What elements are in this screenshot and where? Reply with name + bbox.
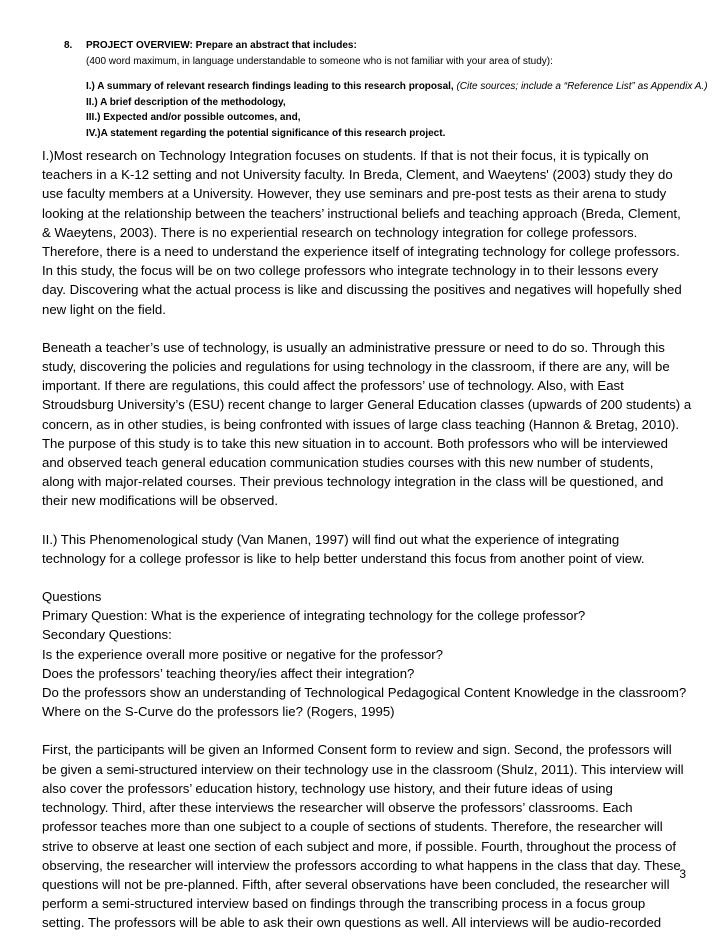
text-line: teachers in a K-12 setting and not University faculty. In Breda, Clement, and Waeytens' (2003) study they do: [42, 167, 673, 183]
requirement-item: [86, 79, 708, 95]
text-line: II.) This Phenomenological study (Van Manen, 1997) will find out what the experience of integrating: [42, 531, 620, 547]
project-overview-instructions: [64, 38, 708, 141]
text-line: I.)Most research on Technology Integration focuses on students. If that is not their focus, it is typically on: [42, 148, 649, 163]
text-line: The purpose of this study is to take this new situation in to account. Both professors who will be interviewed: [42, 435, 669, 451]
text-line: their new modifications will be observed.: [42, 493, 279, 509]
section-subtitle: (400 word maximum, in language understandable to someone who is not familiar with your area of study):: [86, 55, 553, 67]
section-number: 8.: [64, 40, 73, 51]
text-line: concern, as in other studies, is being confronted with issues of large class teaching (Hannon & Bretag, 2010).: [42, 416, 680, 432]
text-line: new light on the field.: [42, 301, 166, 317]
instruction-heading: [64, 38, 704, 54]
requirement-list: [64, 79, 708, 141]
paragraph-administrative-context: [42, 338, 694, 511]
paragraph-procedure: [42, 740, 694, 932]
text-line: and observed teach general education communication studies courses with this new number of students,: [42, 455, 654, 471]
paragraph-literature-summary: [42, 146, 694, 319]
requirement-text: II.) A brief description of the methodology,: [86, 96, 286, 108]
requirement-item: [86, 110, 704, 126]
text-line: professor teaches more than one subject to a couple of sections of students. Therefore, the researcher will: [42, 819, 663, 835]
text-line: & Waeytens, 2003). There is no experiential research on technology integration for college professors.: [42, 224, 638, 240]
text-line: also cover the professors’ education history, technology use history, and their future ideas of using: [42, 780, 613, 796]
requirement-note: (Cite sources; include a “Reference List” as Appendix A.): [453, 81, 708, 92]
text-line: Therefore, there is a need to understand the experience itself of integrating technology for college professors.: [42, 244, 680, 260]
text-line: technology for a college professor is like to help better understand this focus from another point of view.: [42, 550, 645, 566]
text-line: Is the experience overall more positive or negative for the professor?: [42, 646, 443, 662]
text-line: First, the participants will be given an Informed Consent form to review and sign. Second, the professors will: [42, 742, 672, 758]
paragraph-research-questions: [42, 587, 694, 721]
page-number: 3: [679, 867, 686, 881]
text-line: strive to observe at least one section of each subject and more, if possible. Fourth, throughout the process of: [42, 838, 677, 854]
text-line: day. Discovering what the actual process is like and discussing the positives and negatives will hopefully shed: [42, 282, 682, 298]
text-line: perform a semi-structured interview based on findings through the transcribing process in a focus group: [42, 896, 646, 912]
text-line: looking at the relationship between the teachers’ instructional beliefs and teaching approach (Breda, Clement,: [42, 205, 681, 221]
section-title: PROJECT OVERVIEW: Prepare an abstract that includes:: [86, 40, 357, 51]
text-line: use faculty members at a University. However, they use seminars and pre-post tests as their arena to study: [42, 186, 667, 202]
text-line: study, discovering the policies and regulations for using technology in the classroom, if there are any, will be: [42, 359, 670, 375]
text-line: Does the professors’ teaching theory/ies affect their integration?: [42, 665, 415, 681]
text-line: questions will not be pre-planned. Fifth, after several observations have been concluded, the researcher will: [42, 876, 670, 892]
text-line: In this study, the focus will be on two college professors who integrate technology in to their lessons every: [42, 263, 659, 279]
text-line: Do the professors show an understanding of Technological Pedagogical Content Knowledge in the classroom?: [42, 685, 687, 701]
requirement-text: I.) A summary of relevant research findings leading to this research proposal,: [86, 81, 454, 92]
requirement-text: IV.)A statement regarding the potential significance of this research project.: [86, 127, 446, 139]
text-line: Secondary Questions:: [42, 627, 172, 643]
requirement-item: [86, 95, 704, 111]
requirement-item: [86, 126, 704, 142]
text-line: technology. Third, after these interviews the researcher will observe the professors’ classrooms. Each: [42, 800, 633, 816]
text-line: Questions: [42, 589, 102, 605]
requirement-text: III.) Expected and/or possible outcomes, and,: [86, 112, 301, 123]
paragraph-methodology-intro: [42, 530, 694, 568]
text-line: important. If there are regulations, this could affect the professors’ use of technology. Also, with East: [42, 378, 624, 394]
text-line: observing, the researcher will interview the professors according to what happens in the class that day. These: [42, 857, 681, 873]
text-line: setting. The professors will be able to ask their own questions as well. All interviews will be audio-recorded: [42, 915, 662, 931]
text-line: Stroudsburg University’s (ESU) recent change to larger General Education classes (upwards of 200 students) a: [42, 397, 692, 413]
text-line: Where on the S-Curve do the professors lie? (Rogers, 1995): [42, 704, 395, 720]
text-line: be given a semi-structured interview on their technology use in the classroom (Shulz, 2011). This interview will: [42, 761, 684, 777]
text-line: Beneath a teacher’s use of technology, is usually an administrative pressure or need to do so. Through this: [42, 339, 665, 355]
document-body: [42, 146, 694, 952]
text-line: along with major-related courses. Their previous technology integration in the class will be questioned, and: [42, 474, 664, 490]
text-line: Primary Question: What is the experience of integrating technology for the college professor?: [42, 608, 586, 624]
